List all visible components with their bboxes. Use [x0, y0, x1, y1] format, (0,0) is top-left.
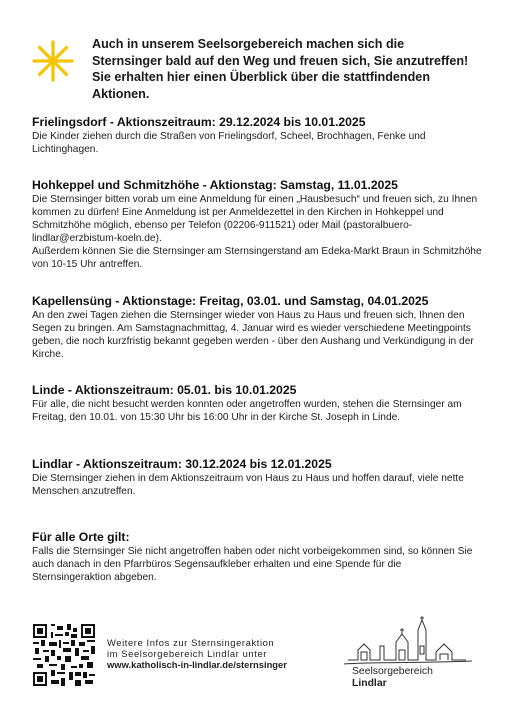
section-all-locations — [32, 530, 482, 584]
section-body: Die Sternsinger bitten vorab um eine Anmeldung für einen „Hausbesuch“ und freuen sich, zu Ihnen kommen zu dürfen! Eine Anmeldung ist per Anmeldezettel in den Kirchen in Hohkeppel und Schmitzhöhe möglich, ebenso per Telefon (02206-911521) oder Mail (pastoralbuero-lindlar@erzbistum-koeln.de). — [32, 194, 478, 244]
section-body: Die Kinder ziehen durch die Straßen von Frielingsdorf, Scheel, Brochhagen, Fenke und Lichtinghagen. — [32, 131, 426, 155]
section-kapellensueng — [32, 294, 482, 361]
star-icon — [32, 40, 74, 82]
intro-text: Auch in unserem Seelsorgebereich machen sich die Sternsinger bald auf den Weg und freuen sich, Sie anzutreffen! Sie erhalten hier einen Überblick über die stattfindenden Aktionen. — [92, 37, 469, 101]
logo-text — [352, 666, 433, 690]
section-body: An den zwei Tagen ziehen die Sternsinger wieder von Haus zu Haus und freuen sich, Ihnen den Segen zu bringen. Am Samstagnachmittag, 4. Januar wird es wieder verschiedene Meetingpoints geben, die noch kurzfristig bekannt gegeben werden - über den Aushang und Verkündigung in der Kirche. — [32, 310, 474, 360]
section-title: Frielingsdorf - Aktionszeitraum: 29.12.2024 bis 10.01.2025 — [32, 115, 366, 129]
footer-info-line2: im Seelsorgebereich Lindlar unter — [107, 648, 267, 659]
logo-line2: Lindlar — [352, 678, 387, 689]
section-linde — [32, 383, 482, 424]
footer-url-link[interactable]: www.katholisch-in-lindlar.de/sternsinger — [107, 659, 287, 670]
section-title: Lindlar - Aktionszeitraum: 30.12.2024 bis 12.01.2025 — [32, 457, 332, 471]
section-body: Falls die Sternsinger Sie nicht angetroffen haben oder nicht vorbeigekommen sind, so können Sie auch danach in den Pfarrbüros Segensaufkleber erhalten und eine Spende für die Sternsingeraktion abgeben. — [32, 546, 473, 583]
footer-info-line1: Weitere Infos zur Sternsingeraktion — [107, 637, 275, 648]
section-lindlar — [32, 457, 482, 498]
section-hohkeppel-schmitzhoehe — [32, 178, 482, 271]
section-title: Linde - Aktionszeitraum: 05.01. bis 10.01.2025 — [32, 383, 297, 397]
section-body: Für alle, die nicht besucht werden konnten oder angetroffen wurden, stehen die Sternsinger am Freitag, den 10.01. von 15:30 Uhr bis 16:00 Uhr in der Kirche St. Joseph in Linde. — [32, 399, 462, 423]
section-title: Hohkeppel und Schmitzhöhe - Aktionstag: Samstag, 11.01.2025 — [32, 178, 398, 192]
logo-line1: Seelsorgebereich — [352, 666, 433, 677]
section-title: Kapellensüng - Aktionstage: Freitag, 03.01. und Samstag, 04.01.2025 — [32, 294, 429, 308]
footer-info — [107, 637, 342, 670]
section-body: Die Sternsinger ziehen in dem Aktionszeitraum von Haus zu Haus und hoffen darauf, viele nette Menschen anzutreffen. — [32, 473, 464, 497]
section-title: Für alle Orte gilt: — [32, 530, 130, 544]
qr-code-icon — [33, 624, 95, 686]
section-frielingsdorf — [32, 115, 482, 156]
section-body-extra: Außerdem können Sie die Sternsinger am Sternsingerstand am Edeka-Markt Braun in Schmitzhöhe von 10-15 Uhr antreffen. — [32, 246, 482, 270]
